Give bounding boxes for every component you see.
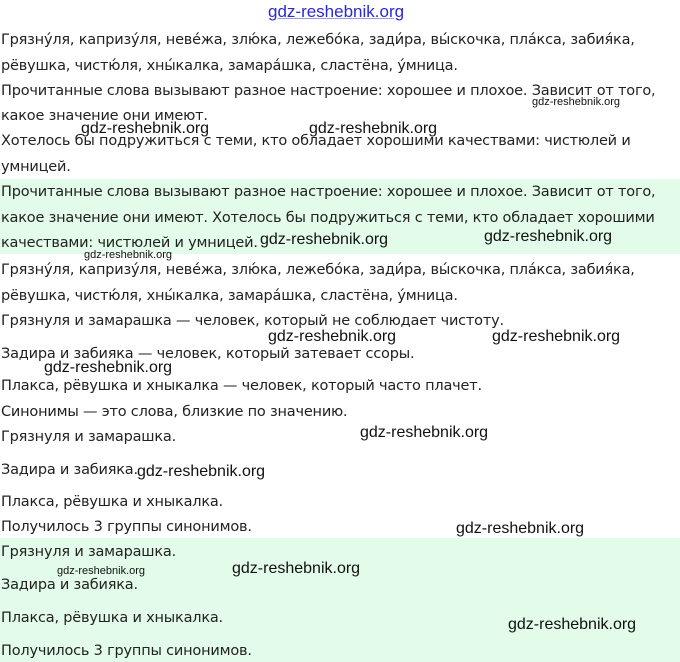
watermark: gdz-reshebnik.org (309, 120, 438, 137)
watermark: gdz-reshebnik.org (44, 359, 173, 376)
watermark: gdz-reshebnik.org (57, 565, 146, 577)
words-line-1: Грязну́ля, капризу́ля, неве́жа, злю́ка, лежебо́ка, зади́ра, вы́скочка, пла́кса, забия́ка, (1, 32, 635, 48)
watermark: gdz-reshebnik.org (260, 231, 389, 248)
paragraph-line: Прочитанные слова вызывают разное настроение: хорошее и плохое. Зависит от того, (1, 83, 656, 99)
watermark: gdz-reshebnik.org (492, 328, 621, 345)
watermark: gdz-reshebnik.org (456, 520, 585, 537)
synonym-group: Плакса, рёвушка и хныкалка. (1, 494, 223, 510)
answer-line: Прочитанные слова вызывают разное настроение: хорошее и плохое. Зависит от того, (1, 184, 656, 200)
watermark: gdz-reshebnik.org (81, 120, 210, 137)
watermark: gdz-reshebnik.org (232, 560, 361, 577)
answer-line: какое значение они имеют. Хотелось бы подружиться с теми, кто обладает хорошими (1, 210, 655, 226)
answer-group: Плакса, рёвушка и хныкалка. (1, 610, 223, 626)
paragraph-line: какое значение они имеют. (1, 108, 208, 124)
paragraph-line: Хотелось бы подружиться с теми, кто обладает хорошими качествами: чистюлей и (1, 133, 631, 149)
watermark: gdz-reshebnik.org (360, 424, 489, 441)
definition-line: Грязнуля и замарашка — человек, который не соблюдает чистоту. (1, 313, 504, 329)
watermark: gdz-reshebnik.org (268, 328, 397, 345)
answer-line: качествами: чистюлей и умницей. (1, 235, 258, 251)
site-header-link[interactable]: gdz-reshebnik.org (268, 2, 405, 21)
definition-line: Плакса, рёвушка и хныкалка — человек, который часто плачет. (1, 378, 482, 394)
definition-line: Задира и забияка — человек, который затевает ссоры. (1, 346, 415, 362)
watermark: gdz-reshebnik.org (484, 228, 613, 245)
answer-result: Получилось 3 группы синонимов. (1, 643, 252, 659)
synonyms-definition: Синонимы — это слова, близкие по значению. (1, 404, 348, 420)
synonym-group: Грязнуля и замарашка. (1, 429, 177, 445)
answer-group: Грязнуля и замарашка. (1, 544, 177, 560)
words-line-1: Грязну́ля, капризу́ля, неве́жа, злю́ка, лежебо́ка, зади́ра, вы́скочка, пла́кса, забия́ка, (1, 262, 635, 278)
paragraph-line: умницей. (1, 159, 71, 175)
result-line: Получилось 3 группы синонимов. (1, 519, 252, 535)
synonym-group: Задира и забияка. (1, 462, 138, 478)
answer-group: Задира и забияка. (1, 577, 138, 593)
words-line-2: рёвушка, чистю́ля, хны́калка, замара́шка, сластёна, у́мница. (1, 288, 458, 304)
watermark: gdz-reshebnik.org (137, 463, 266, 480)
watermark: gdz-reshebnik.org (508, 616, 637, 633)
words-line-2: рёвушка, чистю́ля, хны́калка, замара́шка, сластёна, у́мница. (1, 58, 458, 74)
watermark: gdz-reshebnik.org (84, 249, 173, 261)
watermark: gdz-reshebnik.org (532, 96, 621, 108)
